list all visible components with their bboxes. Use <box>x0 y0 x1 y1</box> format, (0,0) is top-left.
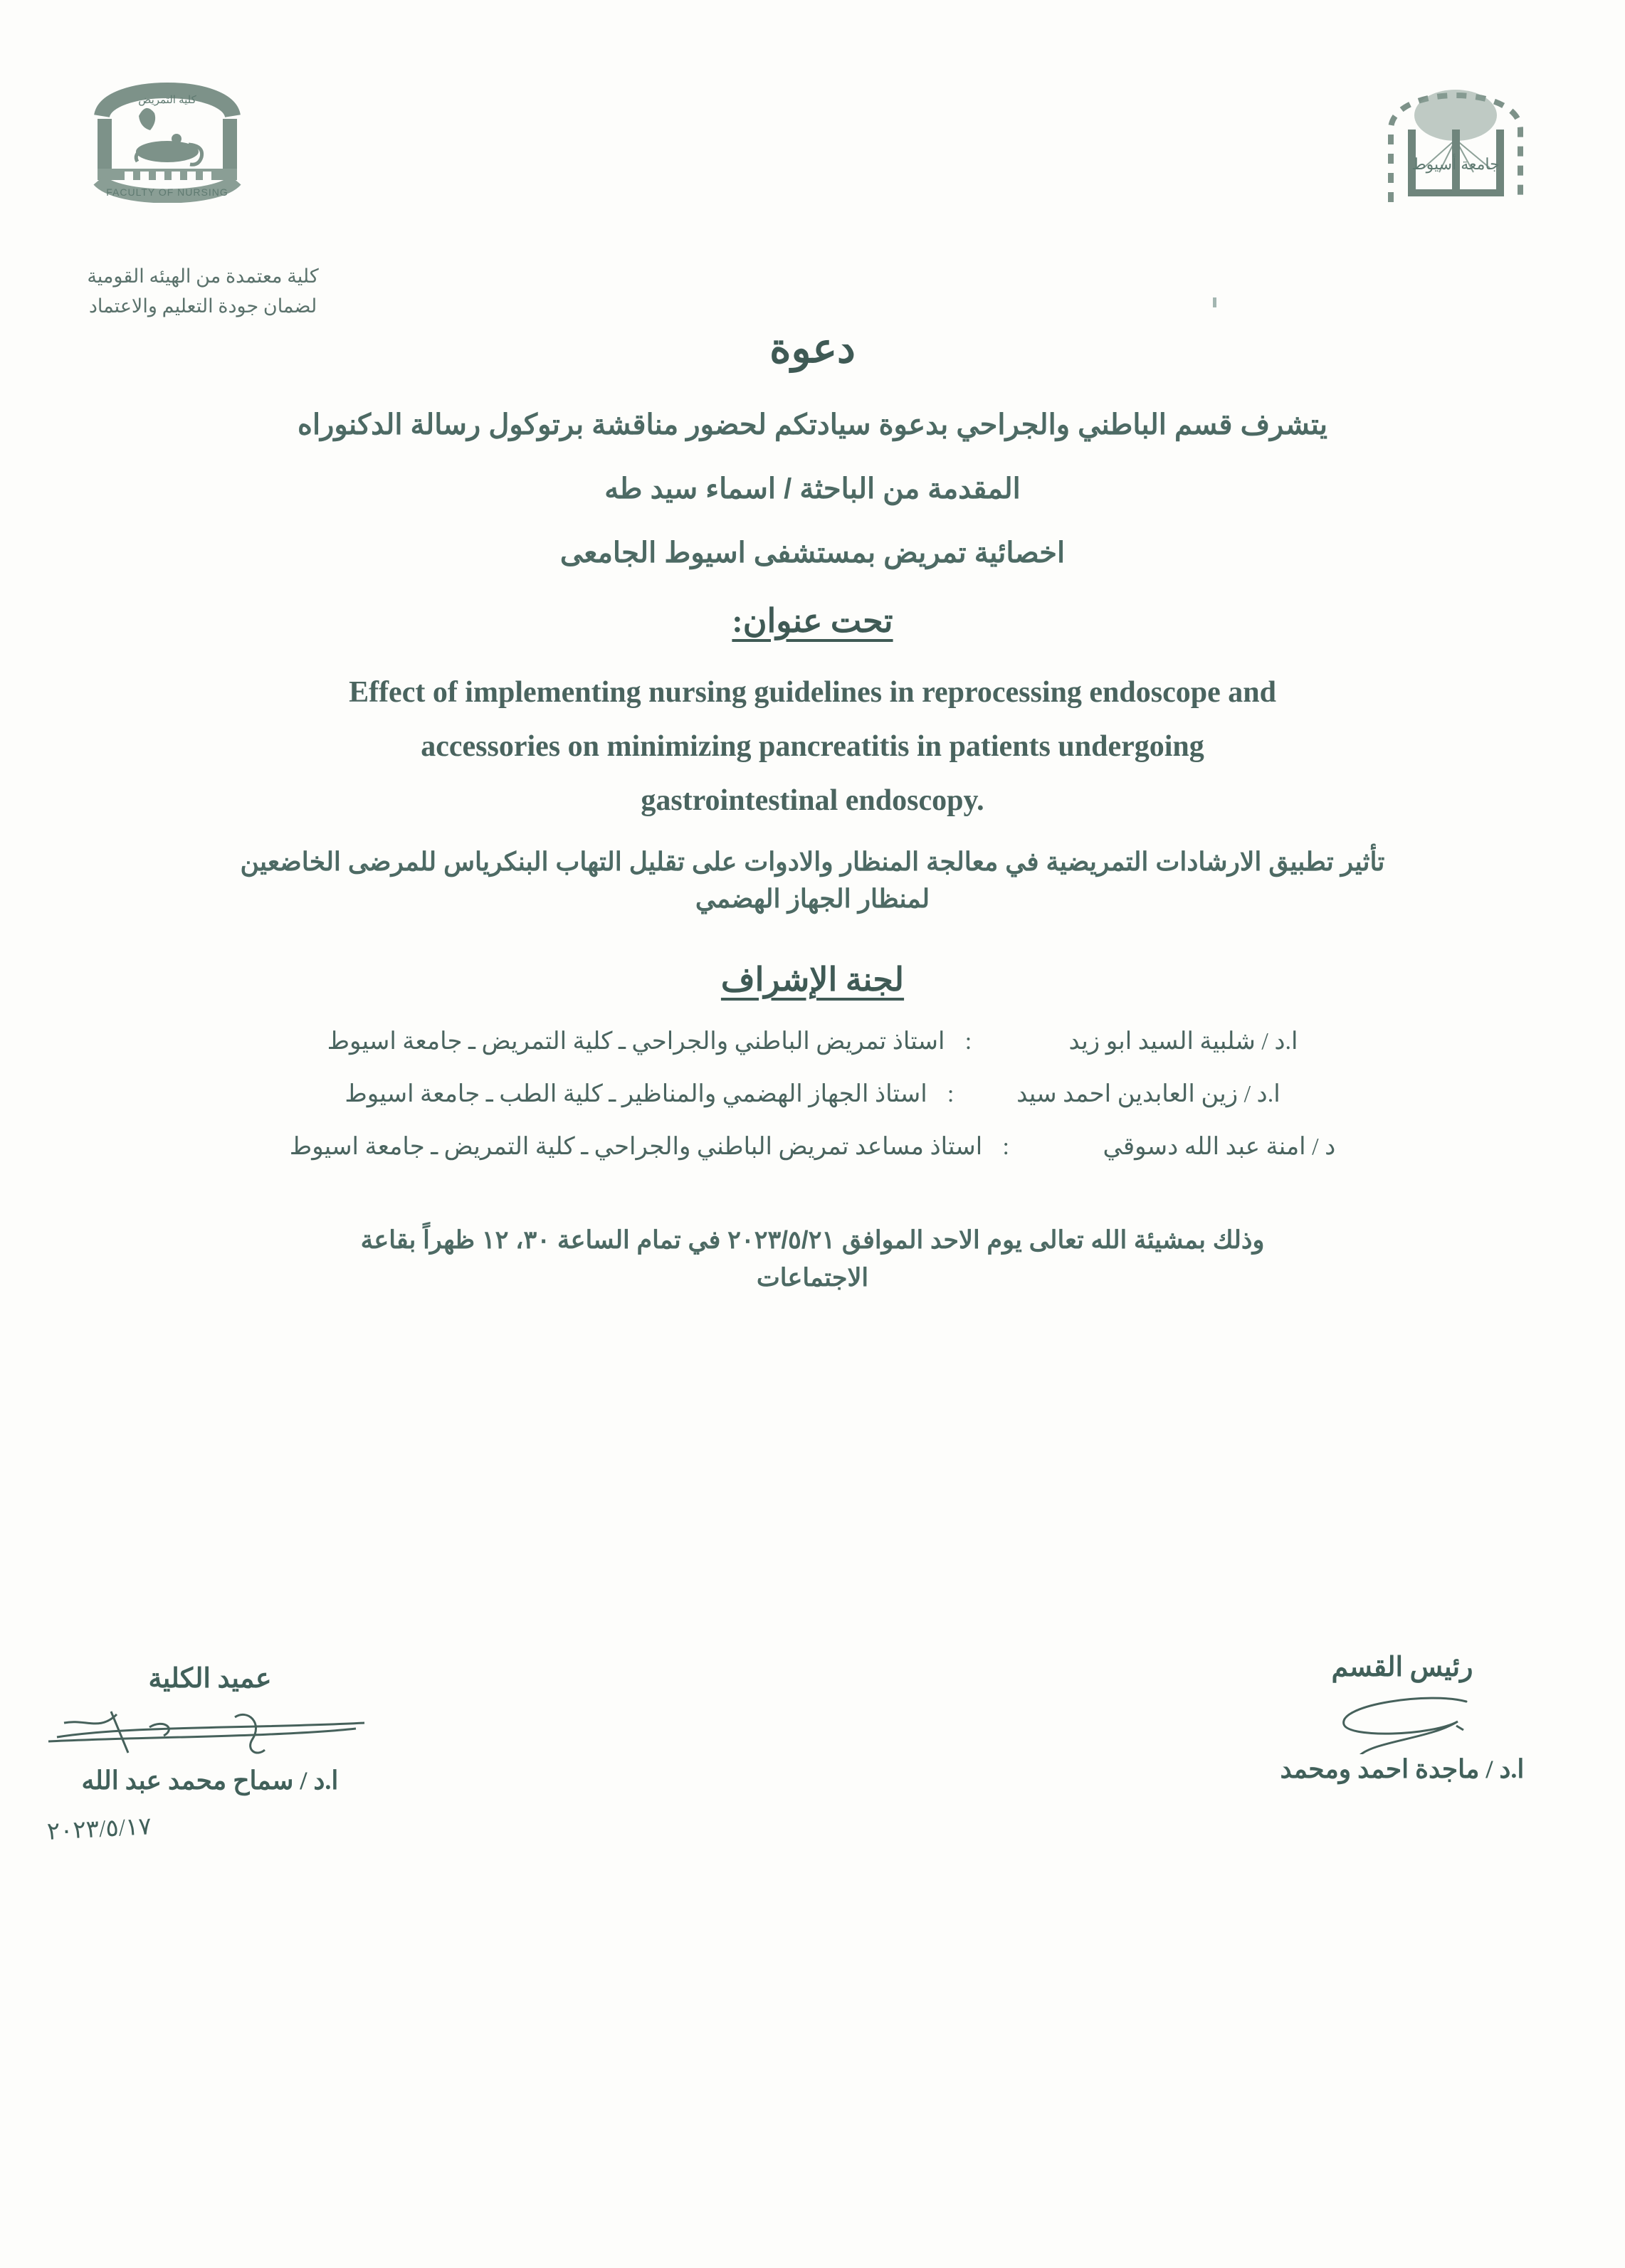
thesis-title-arabic <box>101 843 1525 917</box>
dean-signature-date: ٢٠٢٣/٥/١٧ <box>46 1813 152 1845</box>
supervisor-role: استاذ مساعد تمريض الباطني والجراحي ـ كلية التمريض ـ جامعة اسيوط <box>289 1134 983 1161</box>
left-logo-caption-bottom: FACULTY OF NURSING <box>106 186 228 198</box>
supervisor-name: د / امنة عبد الله دسوقي <box>1103 1134 1336 1161</box>
supervisor-row <box>186 1027 1439 1055</box>
thesis-title-english <box>172 668 1453 825</box>
thesis-title-en-line-2: accessories on minimizing pancreatitis in patients undergoing <box>421 730 1204 764</box>
scan-artifact <box>1213 297 1216 307</box>
document-header <box>0 28 1625 221</box>
supervisor-name: ا.د / شلبية السيد ابو زيد <box>1068 1028 1298 1055</box>
faculty-of-nursing-emblem <box>82 60 253 203</box>
accreditation-line-1: كلية معتمدة من الهيئه القومية <box>87 265 319 287</box>
invitation-intro-line: يتشرف قسم الباطني والجراحي بدعوة سيادتكم لحضور مناقشة برتوكول رسالة الدكنوراه <box>297 409 1327 441</box>
accreditation-note <box>50 262 356 322</box>
dean-role: عميد الكلية <box>148 1664 272 1694</box>
department-head-name: ا.د / ماجدة احمد ومحمد <box>1280 1755 1525 1783</box>
supervisor-name: ا.د / زين العابدين احمد سيد <box>1016 1081 1280 1108</box>
researcher-line: المقدمة من الباحثة / اسماء سيد طه <box>604 473 1021 505</box>
dean-signature-block <box>43 1662 377 1845</box>
document-body <box>85 324 1540 1297</box>
page-title: دعوة <box>769 325 856 371</box>
department-head-role: رئيس القسم <box>1331 1652 1473 1682</box>
supervisor-role: استاذ الجهاز الهضمي والمناظير ـ كلية الطب ـ جامعة اسيوط <box>345 1081 927 1108</box>
signature-area <box>0 1651 1625 1886</box>
supervisor-separator: : <box>964 1028 972 1055</box>
event-details-line-1: وذلك بمشيئة الله تعالى يوم الاحد الموافق ٢٠٢٣/٥/٢١ في تمام الساعة ٣٠، ١٢ ظهراً بقاعة <box>360 1226 1265 1255</box>
under-title-label: تحت عنوان: <box>732 603 893 639</box>
supervisor-row <box>186 1132 1439 1161</box>
left-logo-caption-top: كلية التمريض <box>138 94 196 106</box>
researcher-job-line: اخصائية تمريض بمستشفى اسيوط الجامعى <box>559 537 1066 569</box>
dean-name: ا.د / سماح محمد عبد الله <box>81 1766 339 1795</box>
right-logo-caption: جامعة أسيوط <box>1411 155 1500 173</box>
event-details <box>144 1222 1482 1297</box>
dean-signature-mark <box>43 1697 377 1766</box>
supervision-committee-list <box>186 1027 1439 1161</box>
supervisor-row <box>186 1080 1439 1108</box>
supervisor-role: استاذ تمريض الباطني والجراحي ـ كلية التمريض ـ جامعة اسيوط <box>327 1028 945 1055</box>
thesis-title-en-line-1: Effect of implementing nursing guidelines in reprocessing endoscope and <box>349 676 1276 709</box>
event-details-line-2: الاجتماعات <box>756 1263 869 1292</box>
department-head-signature-block <box>1253 1651 1552 1784</box>
accreditation-line-2: لضمان جودة التعليم والاعتماد <box>88 295 317 317</box>
thesis-title-ar-line-1: تأثير تطبيق الارشادات التمريضية في معالجة المنظار والادوات على تقليل التهاب البنكرياس للمرضى الخاضعين <box>240 847 1385 877</box>
committee-heading: لجنة الإشراف <box>720 961 905 998</box>
supervisor-separator: : <box>947 1081 955 1108</box>
department-head-signature-mark <box>1253 1686 1552 1754</box>
supervisor-separator: : <box>1002 1134 1009 1161</box>
assiut-university-emblem <box>1374 50 1537 213</box>
thesis-title-ar-line-2: لمنظار الجهاز الهضمي <box>695 884 930 914</box>
thesis-title-en-line-3: gastrointestinal endoscopy. <box>641 784 984 818</box>
